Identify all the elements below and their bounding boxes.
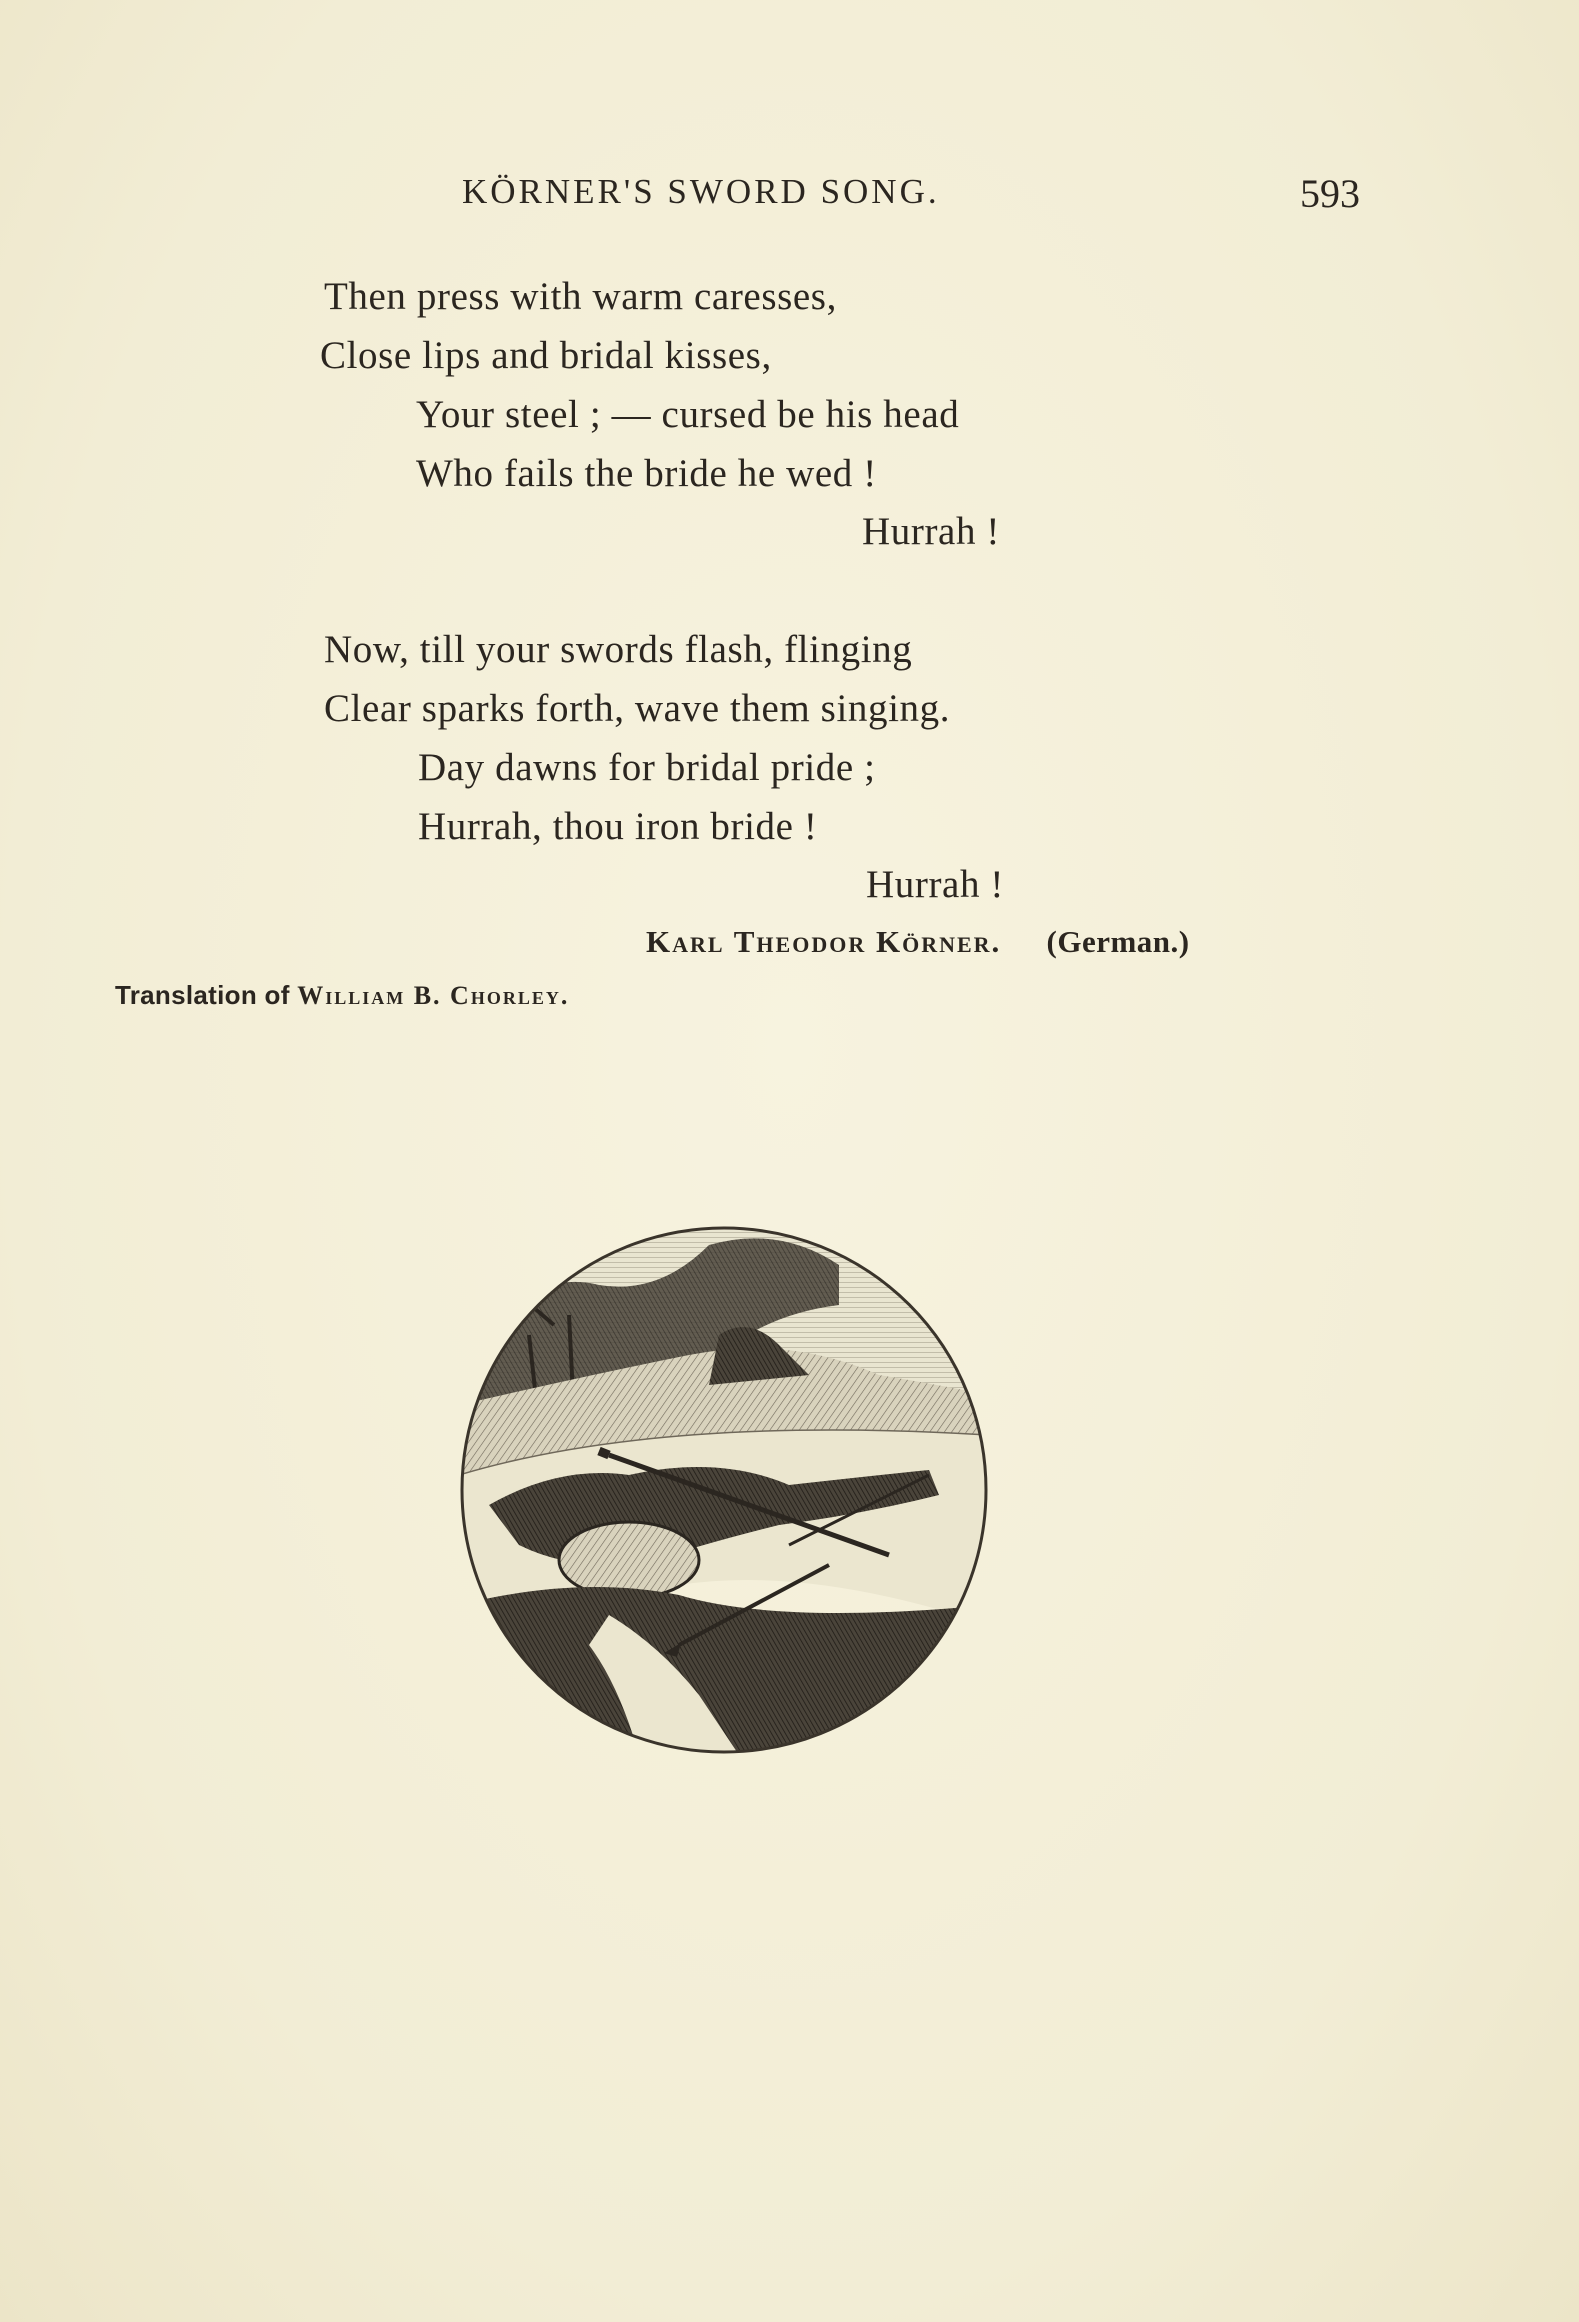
poem-line-refrain: Hurrah ! bbox=[862, 510, 1000, 553]
poem-line: Now, till your swords flash, flinging bbox=[324, 628, 913, 671]
translation-credit bbox=[115, 980, 569, 1011]
poem-line: Close lips and bridal kisses, bbox=[320, 334, 772, 377]
page-header bbox=[0, 172, 1579, 222]
poem-line: Then press with warm caresses, bbox=[324, 275, 837, 318]
author-attribution bbox=[646, 924, 1190, 960]
source-language: (German.) bbox=[1046, 924, 1190, 959]
poem-line: Who fails the bride he wed ! bbox=[416, 452, 877, 495]
poem-line: Hurrah, thou iron bride ! bbox=[418, 805, 818, 848]
running-title: KÖRNER'S SWORD SONG. bbox=[462, 172, 940, 211]
poem-line: Day dawns for bridal pride ; bbox=[418, 746, 876, 789]
page-number: 593 bbox=[1300, 171, 1360, 216]
poem-line-refrain: Hurrah ! bbox=[866, 863, 1004, 906]
author-name: Karl Theodor Körner. bbox=[646, 924, 1002, 959]
translator-name: William B. Chorley. bbox=[297, 981, 570, 1010]
poem-line: Your steel ; — cursed be his head bbox=[416, 393, 960, 436]
fallen-knight-vignette bbox=[459, 1225, 989, 1755]
translation-prefix: Translation of bbox=[115, 980, 298, 1010]
poem-line: Clear sparks forth, wave them singing. bbox=[324, 687, 951, 730]
